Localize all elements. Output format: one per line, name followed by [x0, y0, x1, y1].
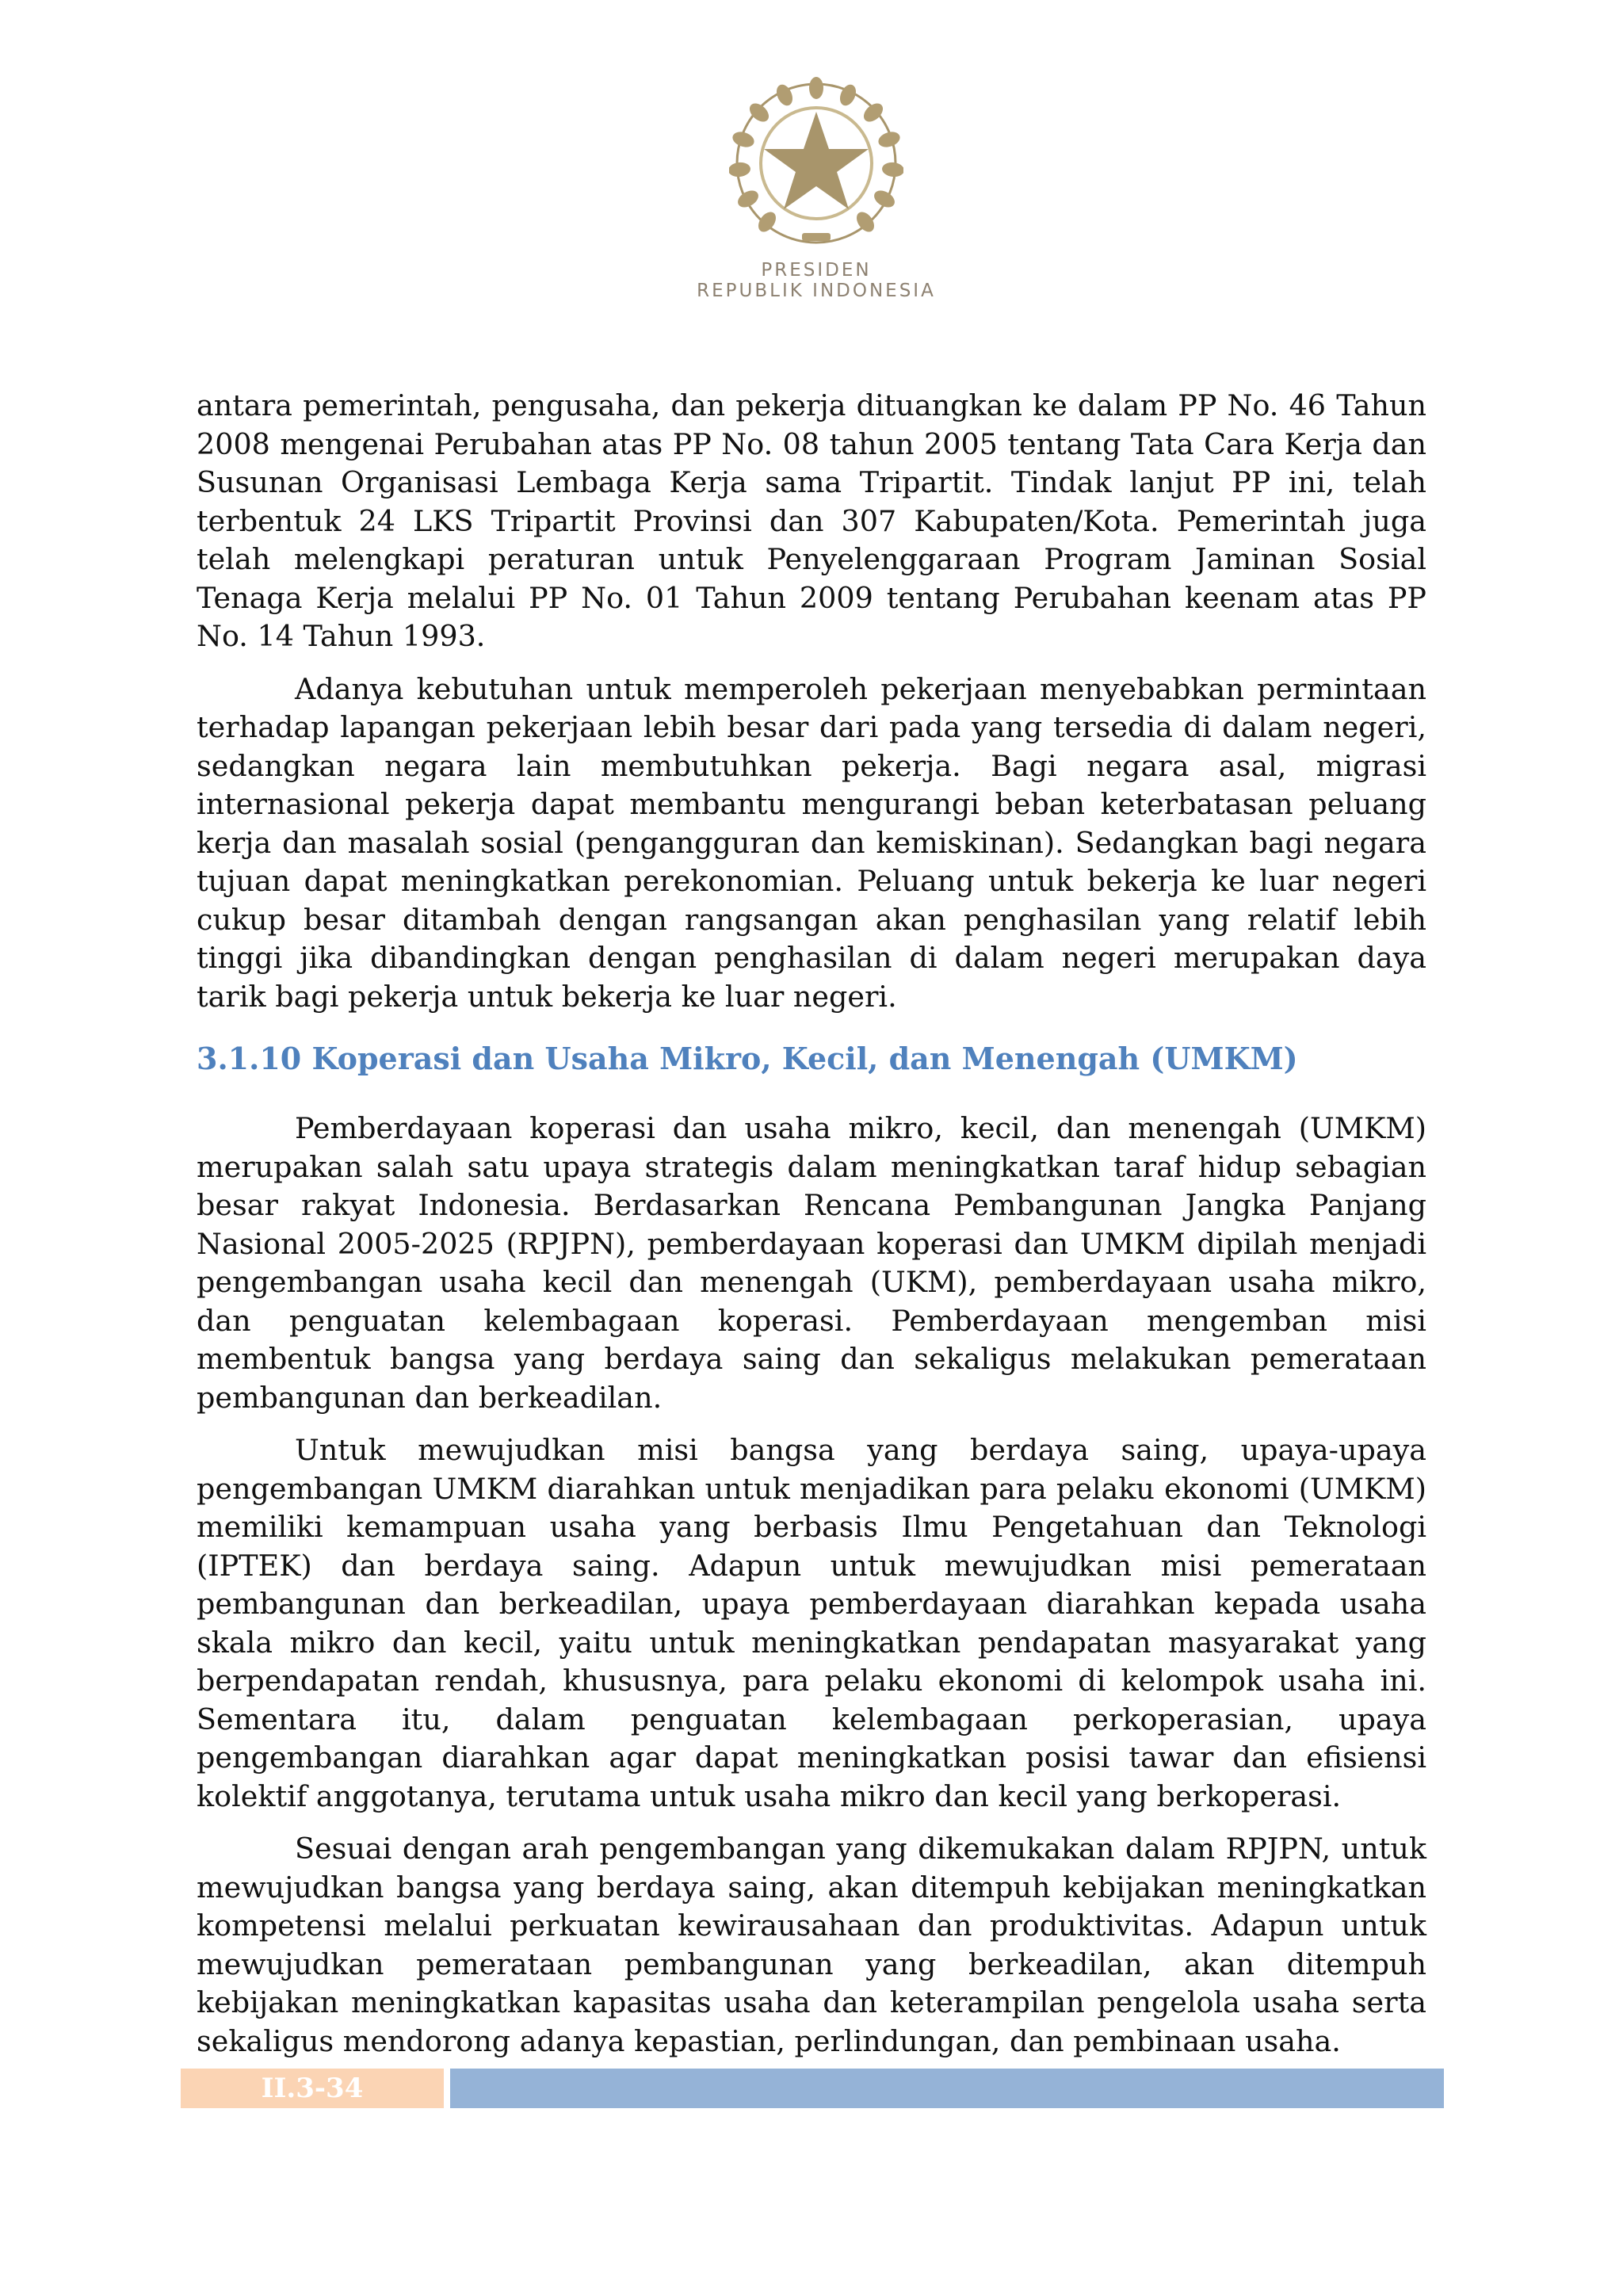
paragraph-misi-berdaya-saing: Untuk mewujudkan misi bangsa yang berdaya saing, upaya-upaya pengembangan UMKM diarahkan untuk menjadikan para pelaku ekonomi (UMKM) memiliki kemampuan usaha yang berbasis Ilmu Pengetahuan dan Teknologi (IPTEK) dan berdaya saing. Adapun untuk mewujudkan misi pemerataan pembangunan dan berkeadilan, upaya pemberdayaan diarahkan kepada usaha skala mikro dan kecil, yaitu untuk meningkatkan pendapatan masyarakat yang berpendapatan rendah, khususnya, para pelaku ekonomi di kelompok usaha ini. Sementara itu, dalam penguatan kelembagaan perkoperasian, upaya pengembangan diarahkan agar dapat meningkatkan posisi tawar dan efisiensi kolektif anggotanya, terutama untuk usaha mikro dan kecil yang berkoperasi.	[197, 1433, 1426, 1813]
page-number-box	[181, 2069, 444, 2108]
paragraph-pemberdayaan-umkm: Pemberdayaan koperasi dan usaha mikro, kecil, dan menengah (UMKM) merupakan salah satu upaya strategis dalam meningkatkan taraf hidup sebagian besar rakyat Indonesia. Berdasarkan Rencana Pembangunan Jangka Panjang Nasional 2005-2025 (RPJPN), pemberdayaan koperasi dan UMKM dipilah menjadi pengembangan usaha kecil dan menengah (UKM), pemberdayaan usaha mikro, dan penguatan kelembagaan koperasi. Pemberdayaan mengemban misi membentuk bangsa yang berdaya saing dan sekaligus melakukan pemerataan pembangunan dan berkeadilan.	[197, 1111, 1426, 1415]
paragraph-tripartit: antara pemerintah, pengusaha, dan pekerja dituangkan ke dalam PP No. 46 Tahun 2008 mengenai Perubahan atas PP No. 08 tahun 2005 tentang Tata Cara Kerja dan Susunan Organisasi Lembaga Kerja sama Tripartit. Tindak lanjut PP ini, telah terbentuk 24 LKS Tripartit Provinsi dan 307 Kabupaten/Kota. Pemerintah juga telah melengkapi peraturan untuk Penyelenggaraan Program Jaminan Sosial Tenaga Kerja melalui PP No. 01 Tahun 2009 tentang Perubahan keenam atas PP No. 14 Tahun 1993.	[197, 388, 1426, 653]
footer-bar	[450, 2069, 1444, 2108]
paragraph-arah-pengembangan: Sesuai dengan arah pengembangan yang dikemukakan dalam RPJPN, untuk mewujudkan bangsa yang berdaya saing, akan ditempuh kebijakan meningkatkan kompetensi melalui perkuatan kewirausahaan dan produktivitas. Adapun untuk mewujudkan pemerataan pembangunan yang berkeadilan, akan ditempuh kebijakan meningkatkan kapasitas usaha dan keterampilan pengelola usaha serta sekaligus mendorong adanya kepastian, perlindungan, dan pembinaan usaha.	[197, 1832, 1426, 2058]
section-heading-umkm: 3.1.10 Koperasi dan Usaha Mikro, Kecil, dan Menengah (UMKM)	[197, 1041, 1298, 1076]
presidential-emblem-icon	[729, 76, 903, 250]
emblem-svg	[729, 76, 903, 250]
document-body	[197, 387, 1426, 2061]
emblem-caption-president: PRESIDEN	[761, 260, 872, 281]
paragraph-migrasi-pekerja: Adanya kebutuhan untuk memperoleh pekerjaan menyebabkan permintaan terhadap lapangan pekerjaan lebih besar dari pada yang tersedia di dalam negeri, sedangkan negara lain membutuhkan pekerja. Bagi negara asal, migrasi internasional pekerja dapat membantu mengurangi beban keterbatasan peluang kerja dan masalah sosial (pengangguran dan kemiskinan). Sedangkan bagi negara tujuan dapat meningkatkan perekonomian. Peluang untuk bekerja ke luar negeri cukup besar ditambah dengan rangsangan akan penghasilan yang relatif lebih tinggi jika dibandingkan dengan penghasilan di dalam negeri merupakan daya tarik bagi pekerja untuk bekerja ke luar negeri.	[197, 671, 1426, 1014]
emblem-caption-republic: REPUBLIK INDONESIA	[697, 281, 936, 301]
page-number: II.3-34	[261, 2073, 364, 2104]
